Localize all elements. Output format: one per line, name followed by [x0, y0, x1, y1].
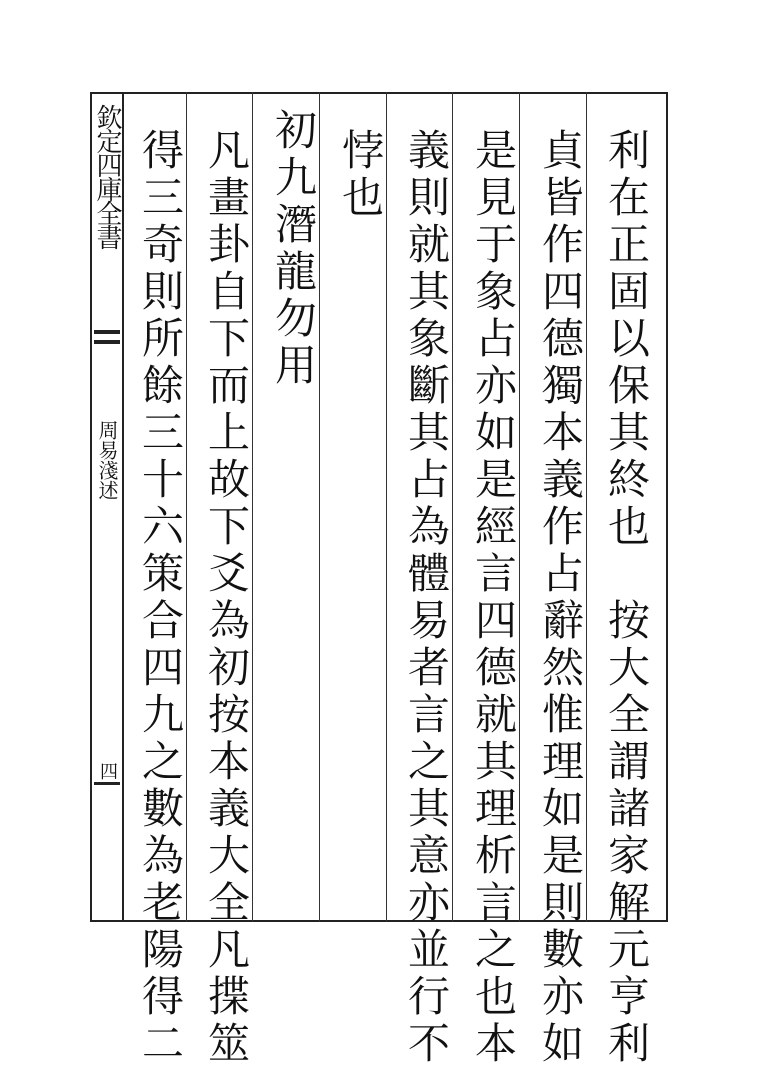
margin-chapter: 周易淺述 — [95, 420, 119, 500]
text-column-4: 義則就其象斷其占為體易者言之其意亦並行不 — [402, 128, 451, 1068]
fish-tail-mark — [94, 330, 120, 344]
text-column-8: 得三奇則所餘三十六策合四九之數為老陽得二 — [136, 128, 185, 1068]
text-column-2: 貞皆作四德獨本義作占辭然惟理如是則數亦如 — [536, 128, 585, 1068]
margin-page-number: 四 — [97, 762, 118, 778]
text-column-7: 凡畫卦自下而上故下爻為初按本義大全凡揲筮 — [202, 128, 251, 1068]
text-column-3: 是見于象占亦如是經言四德就其理析言之也本 — [469, 128, 518, 1068]
margin-title: 欽定四庫全書 — [92, 104, 122, 248]
fish-tail-mark-lower — [94, 782, 120, 792]
text-column-6: 初九潛龍勿用 — [269, 108, 318, 390]
text-column-5: 悖也 — [336, 128, 385, 222]
text-column-1: 利在正固以保其終也 按大全謂諸家解元亨利 — [602, 128, 651, 1068]
